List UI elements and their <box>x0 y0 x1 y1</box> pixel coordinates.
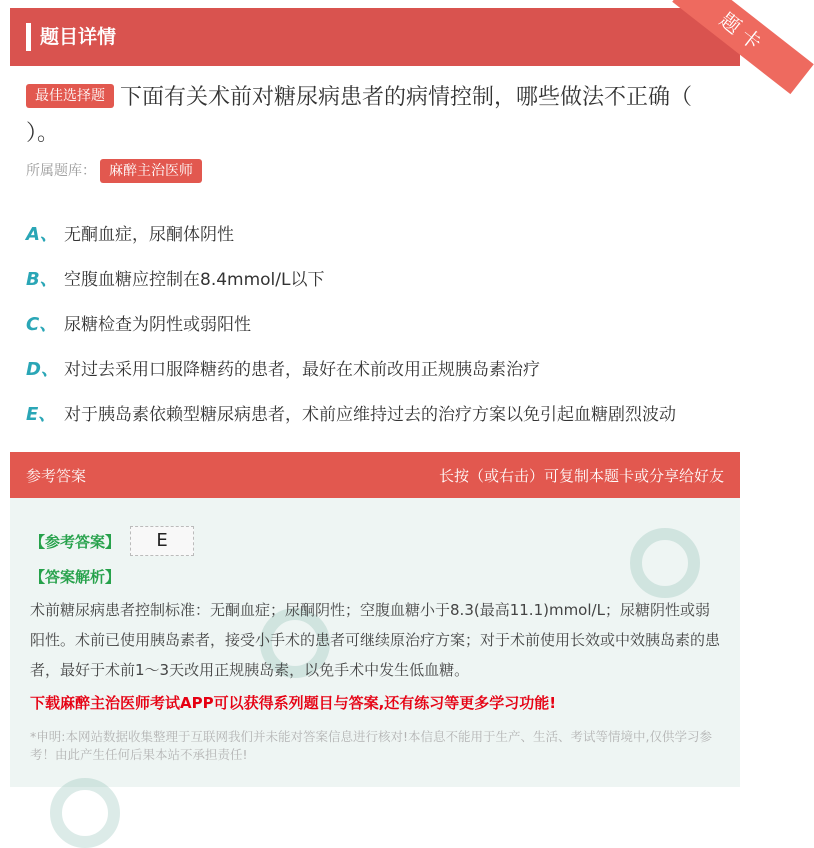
question-block <box>26 80 726 152</box>
question-text: 下面有关术前对糖尿病患者的病情控制，哪些做法不正确（ ）。 <box>26 85 693 146</box>
copy-share-hint: 长按（或右击）可复制本题卡或分享给好友 <box>438 466 724 485</box>
question-type-badge: 最佳选择题 <box>26 84 114 108</box>
option-letter: C、 <box>26 313 58 335</box>
option-letter: E、 <box>26 403 57 425</box>
option-letter: D、 <box>26 358 59 380</box>
ribbon-label: 题卡 <box>672 0 814 94</box>
option-c[interactable] <box>26 300 736 345</box>
source-row <box>26 158 202 184</box>
watermark-logo-icon <box>630 528 700 598</box>
page-title: 题目详情 <box>40 26 117 48</box>
reference-answer-label: 【参考答案】 <box>30 532 121 551</box>
disclaimer-text: *申明:本网站数据收集整理于互联网我们并未能对答案信息进行核对!本信息不能用于生产、生活、考试等情境中,仅供学习参考！由此产生任何后果本站不承担责任! <box>30 729 712 762</box>
reference-answer-row <box>30 526 194 556</box>
option-a[interactable] <box>26 210 736 255</box>
answer-panel-title: 参考答案 <box>26 466 87 485</box>
option-text: 对过去采用口服降糖药的患者，最好在术前改用正规胰岛素治疗 <box>64 360 540 380</box>
source-tag-link[interactable]: 麻醉主治医师 <box>100 159 202 183</box>
header-accent-bar <box>26 23 31 51</box>
option-d[interactable] <box>26 345 736 390</box>
analysis-text: 术前糖尿病患者控制标准：无酮血症；尿酮阴性；空腹血糖小于8.3(最高11.1)mmol/L；尿糖阴性或弱阳性。术前已使用胰岛素者，接受小手术的患者可继续原治疗方案；对于术前使用长效或中效胰岛素的患者，最好于术前1～3天改用正规胰岛素，以免手术中发生低血糖。 <box>30 601 721 679</box>
watermark-logo-icon <box>50 778 120 848</box>
answer-panel <box>10 452 740 787</box>
option-letter: B、 <box>26 268 58 290</box>
analysis-label: 【答案解析】 <box>30 568 121 586</box>
option-b[interactable] <box>26 255 736 300</box>
option-text: 空腹血糖应控制在8.4mmol/L以下 <box>64 270 325 290</box>
reference-answer-value: E <box>130 526 194 556</box>
corner-ribbon <box>630 0 790 80</box>
option-letter: A、 <box>26 223 58 245</box>
source-label: 所属题库： <box>26 163 96 179</box>
options-list <box>26 210 736 435</box>
option-text: 对于胰岛素依赖型糖尿病患者，术前应维持过去的治疗方案以免引起血糖剧烈波动 <box>64 405 676 425</box>
download-app-promo-link[interactable]: 下载麻醉主治医师考试APP可以获得系列题目与答案,还有练习等更多学习功能! <box>30 694 557 712</box>
option-text: 无酮血症，尿酮体阴性 <box>64 225 234 245</box>
option-text: 尿糖检查为阴性或弱阳性 <box>64 315 251 335</box>
answer-panel-header <box>10 452 740 498</box>
option-e[interactable] <box>26 390 736 435</box>
